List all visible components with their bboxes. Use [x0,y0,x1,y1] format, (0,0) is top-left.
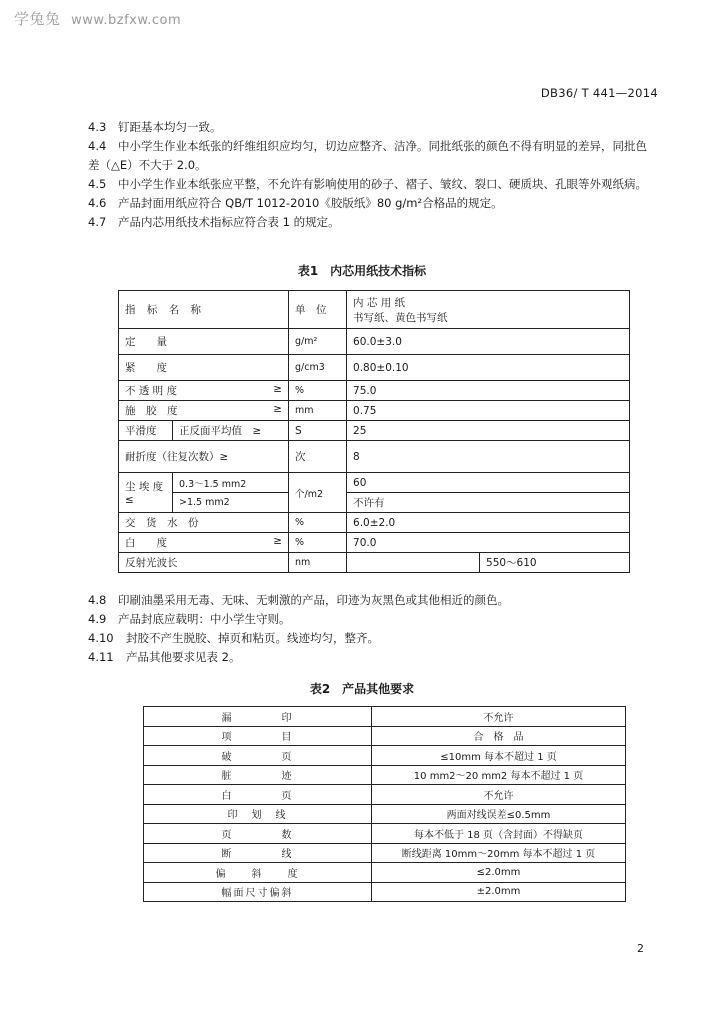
clause-item: 4.9 产品封底应载明：中小学生守则。 [88,612,291,626]
watermark-brand: 学兔兔 [14,10,61,28]
clause-item: 4.6 产品封面用纸应符合 QB/T 1012-2010《胶版纸》80 g/m²合格品的规定。 [88,196,503,210]
table-row: 偏 斜 度 ≤2.0mm [144,863,626,883]
table-header-row [119,291,630,329]
table-row: 反射光波长 nm 550～610 [119,553,630,573]
clauses-top [88,118,658,232]
clause-item: 4.7 产品内芯用纸技术指标应符合表 1 的规定。 [88,215,340,229]
table-row: 白 页 不允许 [144,785,626,805]
header-unit: 单 位 [289,291,347,329]
clause-item: 4.3 钉距基本均匀一致。 [88,120,222,134]
clause-item: 4.10 封胶不产生脱胶、掉页和粘页。线迹均匀，整齐。 [88,631,379,645]
table-row: 印 划 线 两面对线误差≤0.5mm [144,804,626,824]
table-row: 交 货 水 份 % 6.0±2.0 [119,513,630,533]
table-row: 页 数 每本不低于 18 页（含封面）不得缺页 [144,824,626,844]
table2 [143,706,626,902]
table-row: 施 胶 度 ≥ mm 0.75 [119,401,630,421]
page-number: 2 [637,942,644,955]
table-row: 不 透 明 度 ≥ % 75.0 [119,381,630,401]
table-row: 幅面尺寸偏斜 ±2.0mm [144,882,626,902]
table-row: 白 度 ≥ % 70.0 [119,533,630,553]
clause-item: 4.4 中小学生作业本纸张的纤维组织应均匀，切边应整齐、洁净。同批纸张的颜色不得有明显的差异，同批色差（△E）不大于 2.0。 [88,139,647,172]
clause-item: 4.8 印刷油墨采用无毒、无味、无刺激的产品，印迹为灰黑色或其他相近的颜色。 [88,593,509,607]
table-row: 漏 印 不允许 [144,707,626,727]
table-row: 断 线 断线距离 10mm～20mm 每本不超过 1 页 [144,843,626,863]
table-row: 平滑度 正反面平均值 ≥ S 25 [119,421,630,441]
table-row: 定 量 g/m² 60.0±3.0 [119,329,630,355]
table1-title: 表1 内芯用纸技术指标 [297,264,427,278]
watermark [14,8,181,29]
header-indicator: 指 标 名 称 [119,291,289,329]
table-row: 紧 度 g/cm3 0.80±0.10 [119,355,630,381]
clause-item: 4.11 产品其他要求见表 2。 [88,650,241,664]
table-row: 脏 迹 10 mm2～20 mm2 每本不超过 1 页 [144,765,626,785]
watermark-url: www.bzfxw.com [71,13,182,28]
document-code: DB36/ T 441—2014 [540,86,658,100]
table1 [118,290,630,573]
table-row: 破 页 ≤10mm 每本不超过 1 页 [144,746,626,766]
dust-cell: 尘 埃 度 ≤ [119,473,173,513]
table-row: 尘 埃 度 ≤ 0.3～1.5 mm2 个/m2 60 [119,473,630,493]
table-row: >1.5 mm2 不许有 [119,493,630,513]
table-row: 项 目 合 格 品 [144,726,626,746]
header-value: 内 芯 用 纸 书写纸、黄色书写纸 [347,291,630,329]
table-row: 耐折度（往复次数）≥ 次 8 [119,441,630,473]
table2-title: 表2 产品其他要求 [309,682,415,696]
clauses-bottom [88,591,658,667]
clause-item: 4.5 中小学生作业本纸张应平整，不允许有影响使用的砂子、褶子、皱纹、裂口、硬质块、孔眼等外观纸病。 [88,177,647,191]
